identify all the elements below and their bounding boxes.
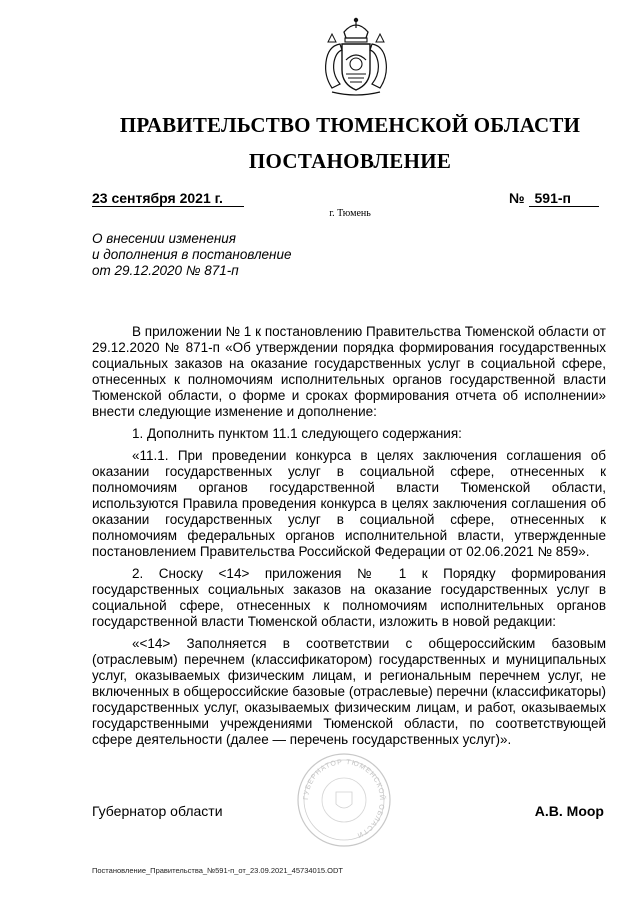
document-date: 23 сентября 2021 г. [92,190,244,207]
signatory-title: Губернатор области [92,803,223,819]
subject-line: О внесении изменения [92,231,237,246]
coat-of-arms-icon [316,14,396,98]
official-seal-icon [296,752,392,848]
footer-filename: Постановление_Правительства_№591-п_от_23.09.2021_45734015.ODT [92,866,343,875]
organization-title: ПРАВИТЕЛЬСТВО ТЮМЕНСКОЙ ОБЛАСТИ [119,113,581,137]
number-sign: № [509,190,525,206]
seal-text: ГУБЕРНАТОР ТЮМЕНСКОЙ ОБЛАСТИ [302,758,386,839]
document-body [92,324,606,754]
issue-city: г. Тюмень [329,208,371,219]
signatory-name: А.В. Моор [534,803,604,819]
document-subject [92,231,352,279]
number-value: 591-п [529,190,599,207]
subject-line: и дополнения в постановление [92,247,292,262]
body-paragraph: В приложении № 1 к постановлению Правительства Тюменской области от 29.12.2020 № 871-п «Об утверждении порядка формирования государственных социальных заказов на оказание государственных услуг в социальной сфере, отнесенных к полномочиям исполнительных органов государственной власти Тюменской области, о форме и сроках формирования отчета об исполнении» внести следующие изменение и дополнение: [92,324,606,419]
body-paragraph: 2. Сноску <14> приложения № 1 к Порядку формирования государственных социальных заказов на оказание государственных услуг в социальной сфере, отнесенных к полномочиям исполнительных органов государственной власти Тюменской области, изложить в новой редакции: [92,566,606,629]
body-paragraph: 1. Дополнить пунктом 11.1 следующего содержания: [132,426,462,441]
svg-text:ГУБЕРНАТОР ТЮМЕНСКОЙ ОБЛАСТИ [303,759,387,839]
body-paragraph: «<14> Заполняется в соответствии с общероссийским базовым (отраслевым) перечнем (классификатором) государственных и муниципальных услуг, оказываемых физическим лицам, и региональным перечнем услуг, не включенных в общероссийские базовые (отраслевые) перечни (классификаторы) государственных услуг, оказываемых физическим лицам, и работ, оказываемых государственными учреждениями Тюменской области, по соответствующей сфере деятельности (далее — перечень государственных услуг)». [92,636,606,747]
document-number [509,190,605,207]
subject-line: от 29.12.2020 № 871-п [92,263,239,278]
document-type-title: ПОСТАНОВЛЕНИЕ [248,149,452,173]
body-paragraph: «11.1. При проведении конкурса в целях заключения соглашения об оказании государственных услуг в социальной сфере, отнесенных к полномочиям органов государственной власти Тюменской области, используются Правила проведения конкурса в целях заключения соглашения об оказании государственных услуг в социальной сфере, отнесенных к полномочиям федеральных органов исполнительной власти, утвержденные постановлением Правительства Российской Федерации от 02.06.2021 № 859». [92,448,606,559]
